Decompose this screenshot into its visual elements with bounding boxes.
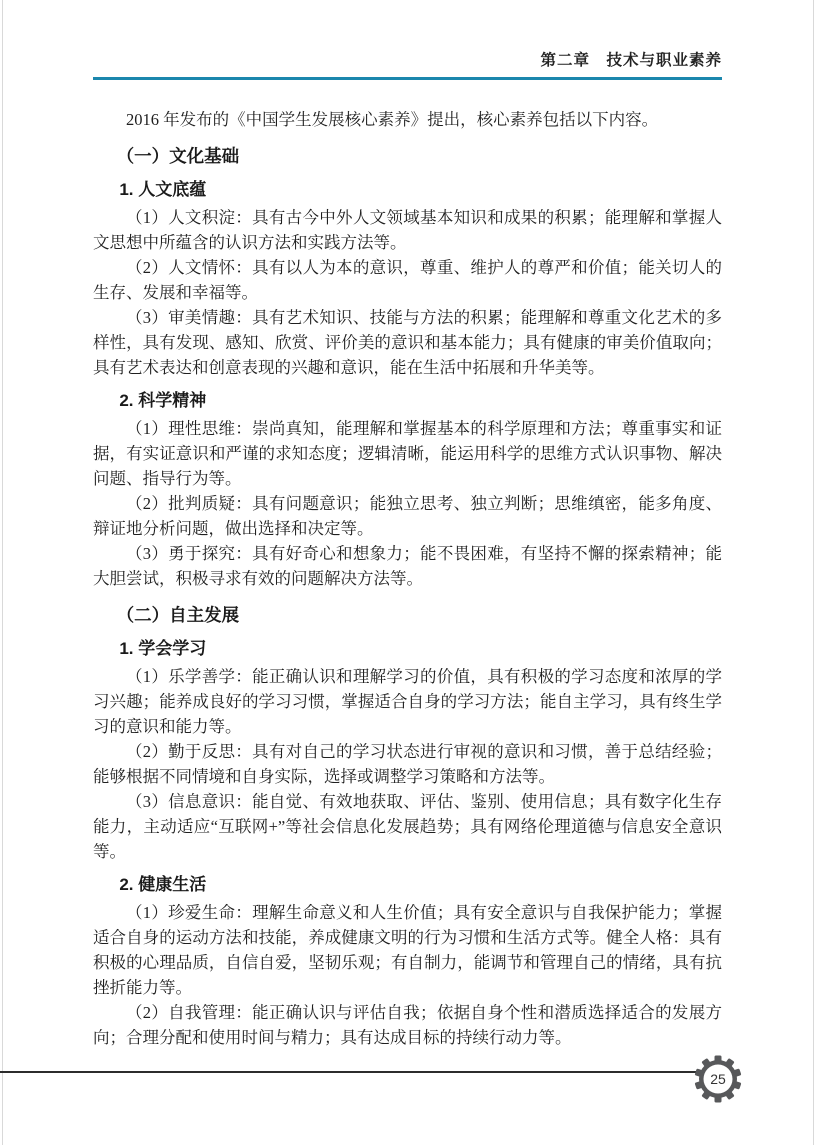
page-content (93, 107, 722, 1050)
paragraph-diligent-reflection: （2）勤于反思：具有对自己的学习状态进行审视的意识和习惯，善于总结经验；能够根据不同情境和自身实际，选择或调整学习策略和方法等。 (93, 742, 722, 786)
subsection-heading-humanistic-heritage: 1. 人文底蕴 (119, 180, 207, 199)
paragraph-self-management: （2）自我管理：能正确认识与评估自我；依据自身个性和潜质选择适合的发展方向；合理分配和使用时间与精力；具有达成目标的持续行动力等。 (93, 1003, 722, 1047)
subsection-heading-healthy-life: 2. 健康生活 (119, 875, 207, 894)
footer-rule (0, 1071, 697, 1073)
gear-page-number-icon (694, 1055, 742, 1103)
header-rule (93, 77, 722, 80)
subsection-heading-scientific-spirit: 2. 科学精神 (119, 391, 207, 410)
section-heading-cultural-foundation: （一）文化基础 (116, 146, 240, 166)
paragraph-humanistic-accumulation: （1）人文积淀：具有古今中外人文领域基本知识和成果的积累；能理解和掌握人文思想中所蕴含的认识方法和实践方法等。 (93, 208, 722, 252)
intro-paragraph: 2016 年发布的《中国学生发展核心素养》提出，核心素养包括以下内容。 (126, 110, 659, 129)
page-header (0, 0, 816, 80)
page-number: 25 (710, 1071, 726, 1087)
paragraph-aesthetic-taste: （3）审美情趣：具有艺术知识、技能与方法的积累；能理解和尊重文化艺术的多样性，具有发现、感知、欣赏、评价美的意识和基本能力；具有健康的审美价值取向；具有艺术表达和创意表现的兴趣和意识，能在生活中拓展和升华美等。 (93, 308, 722, 377)
paragraph-information-awareness: （3）信息意识：能自觉、有效地获取、评估、鉴别、使用信息；具有数字化生存能力，主动适应“互联网+”等社会信息化发展趋势；具有网络伦理道德与信息安全意识等。 (93, 792, 722, 861)
subsection-heading-learning-to-learn: 1. 学会学习 (119, 639, 207, 658)
page-edge-left (2, 0, 3, 1145)
chapter-header-title: 第二章 技术与职业素养 (540, 52, 722, 69)
paragraph-critical-questioning: （2）批判质疑：具有问题意识；能独立思考、独立判断；思维缜密，能多角度、辩证地分析问题，做出选择和决定等。 (93, 494, 722, 538)
paragraph-courage-to-explore: （3）勇于探究：具有好奇心和想象力；能不畏困难，有坚持不懈的探索精神；能大胆尝试，积极寻求有效的问题解决方法等。 (93, 544, 722, 588)
section-heading-autonomous-development: （二）自主发展 (116, 605, 240, 625)
paragraph-love-of-learning: （1）乐学善学：能正确认识和理解学习的价值，具有积极的学习态度和浓厚的学习兴趣；能养成良好的学习习惯，掌握适合自身的学习方法；能自主学习，具有终生学习的意识和能力等。 (93, 667, 722, 736)
paragraph-cherish-life: （1）珍爱生命：理解生命意义和人生价值；具有安全意识与自我保护能力；掌握适合自身的运动方法和技能，养成健康文明的行为习惯和生活方式等。健全人格：具有积极的心理品质，自信自爱，坚韧乐观；有自制力，能调节和管理自己的情绪，具有抗挫折能力等。 (93, 903, 722, 997)
page-edge-right (813, 0, 814, 1145)
paragraph-humanistic-feelings: （2）人文情怀：具有以人为本的意识，尊重、维护人的尊严和价值；能关切人的生存、发展和幸福等。 (93, 258, 722, 302)
paragraph-rational-thinking: （1）理性思维：崇尚真知，能理解和掌握基本的科学原理和方法；尊重事实和证据，有实证意识和严谨的求知态度；逻辑清晰，能运用科学的思维方式认识事物、解决问题、指导行为等。 (93, 419, 722, 488)
